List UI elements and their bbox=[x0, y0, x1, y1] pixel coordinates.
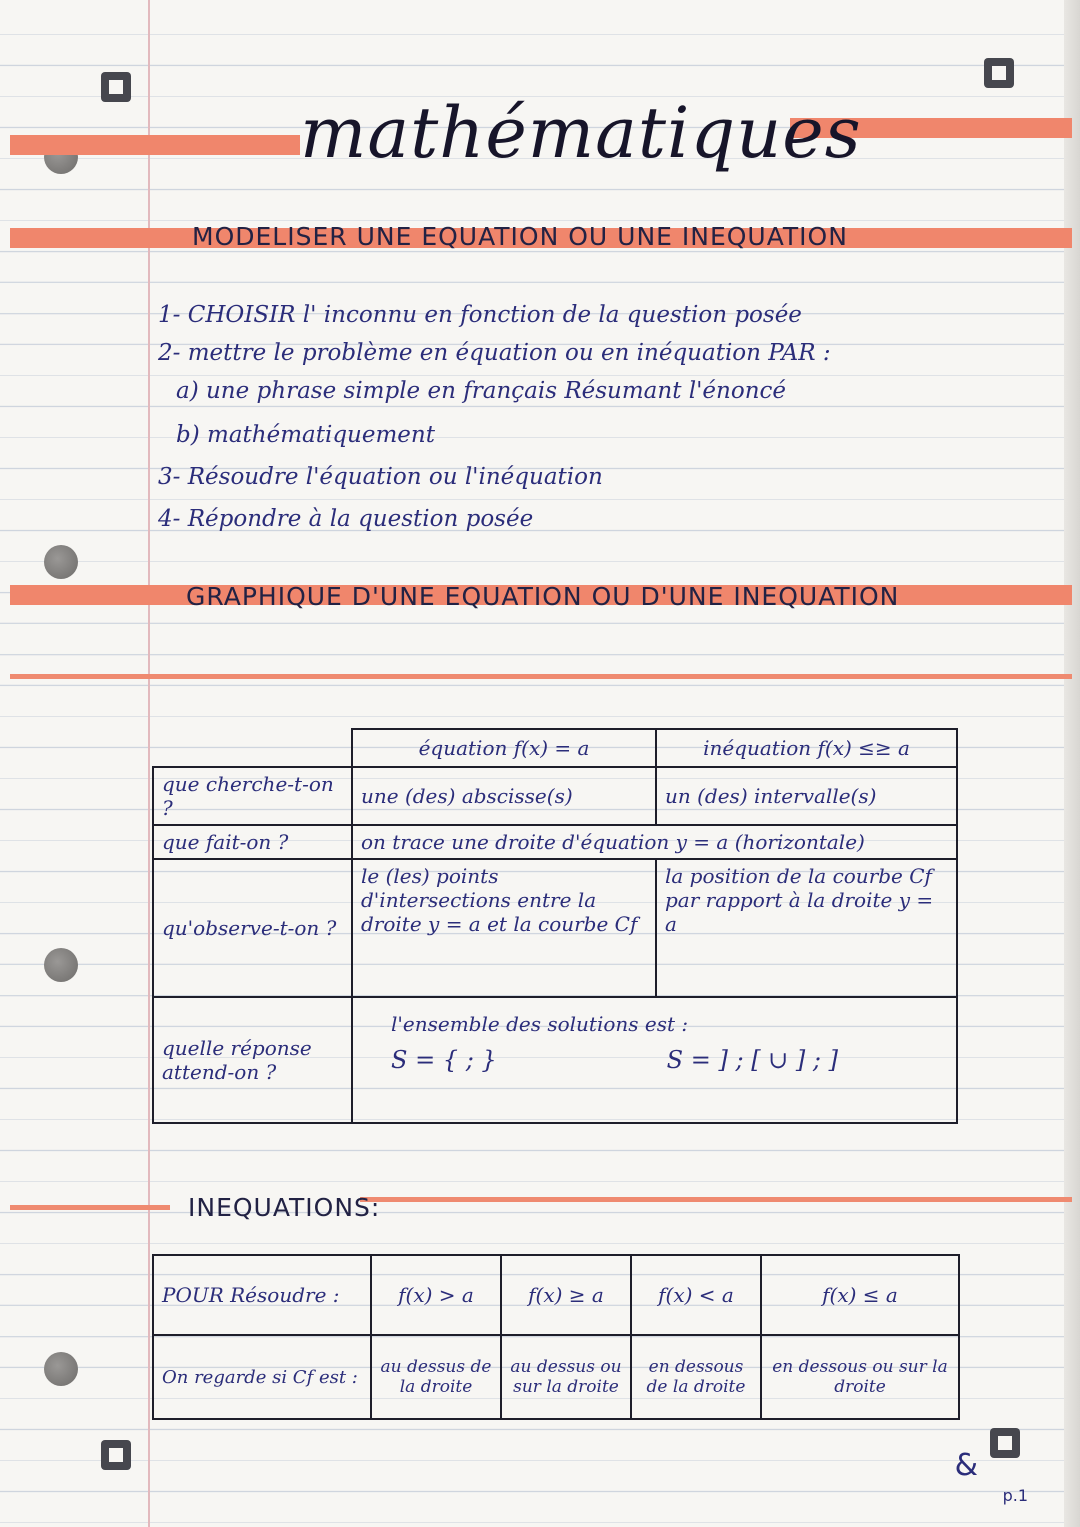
section-heading: MODELISER UNE EQUATION OU UNE INEQUATION bbox=[192, 222, 848, 251]
corner-marker-icon bbox=[984, 58, 1014, 88]
row-label: On regarde si Cf est : bbox=[153, 1335, 371, 1419]
step-text: 1- CHOISIR l' inconnu en fonction de la question posée bbox=[158, 302, 802, 328]
divider bbox=[360, 1197, 1072, 1202]
answer-cell bbox=[352, 997, 957, 1123]
inequation-answer: en dessous ou sur la droite bbox=[761, 1335, 959, 1419]
inequation-expr: f(x) ≤ a bbox=[761, 1255, 959, 1335]
row-label: qu'observe-t-on ? bbox=[153, 859, 352, 997]
divider bbox=[10, 674, 1072, 679]
binder-hole bbox=[44, 948, 78, 982]
answer-intro: l'ensemble des solutions est : bbox=[391, 1012, 689, 1036]
page-number: p.1 bbox=[1002, 1486, 1028, 1505]
table-cell: un (des) intervalle(s) bbox=[656, 767, 957, 825]
divider bbox=[10, 1205, 170, 1210]
step-text: a) une phrase simple en français Résumant l'énoncé bbox=[176, 378, 787, 404]
section-heading: GRAPHIQUE D'UNE EQUATION OU D'UNE INEQUATION bbox=[186, 582, 900, 611]
column-header: inéquation f(x) ≤≥ a bbox=[656, 729, 957, 767]
row-label: que fait-on ? bbox=[153, 825, 352, 859]
step-text: b) mathématiquement bbox=[176, 422, 435, 448]
inequation-expr: f(x) > a bbox=[371, 1255, 501, 1335]
table-corner bbox=[153, 729, 352, 767]
inequation-expr: f(x) < a bbox=[631, 1255, 761, 1335]
corner-marker-icon bbox=[101, 1440, 131, 1470]
equation-solution: S = { ; } bbox=[391, 1046, 497, 1074]
corner-marker-icon bbox=[101, 72, 131, 102]
column-header: équation f(x) = a bbox=[352, 729, 656, 767]
inequation-answer: au dessus ou sur la droite bbox=[501, 1335, 631, 1419]
inequation-table bbox=[152, 1254, 960, 1420]
table-cell: on trace une droite d'équation y = a (horizontale) bbox=[352, 825, 957, 859]
inequation-solution: S = ] ; [ ∪ ] ; ] bbox=[666, 1046, 838, 1074]
section-heading: INEQUATIONS: bbox=[188, 1193, 381, 1222]
step-text: 2- mettre le problème en équation ou en inéquation PAR : bbox=[158, 340, 831, 366]
binder-hole bbox=[44, 545, 78, 579]
corner-marker-icon bbox=[990, 1428, 1020, 1458]
step-text: 4- Répondre à la question posée bbox=[158, 506, 534, 532]
page-title: mathématiques bbox=[300, 92, 862, 174]
row-label: POUR Résoudre : bbox=[153, 1255, 371, 1335]
inequation-answer: en dessous de la droite bbox=[631, 1335, 761, 1419]
table-cell: le (les) points d'intersections entre la droite y = a et la courbe Cf bbox=[352, 859, 656, 997]
row-label: que cherche-t-on ? bbox=[153, 767, 352, 825]
table-cell: une (des) abscisse(s) bbox=[352, 767, 656, 825]
graph-method-table bbox=[152, 728, 958, 1124]
title-highlight-left bbox=[10, 135, 300, 155]
row-label: quelle réponse attend-on ? bbox=[153, 997, 352, 1123]
inequation-answer: au dessus de la droite bbox=[371, 1335, 501, 1419]
margin-mark: & bbox=[954, 1448, 978, 1483]
binder-hole bbox=[44, 1352, 78, 1386]
inequation-expr: f(x) ≥ a bbox=[501, 1255, 631, 1335]
step-text: 3- Résoudre l'équation ou l'inéquation bbox=[158, 464, 603, 490]
table-cell: la position de la courbe Cf par rapport à la droite y = a bbox=[656, 859, 957, 997]
